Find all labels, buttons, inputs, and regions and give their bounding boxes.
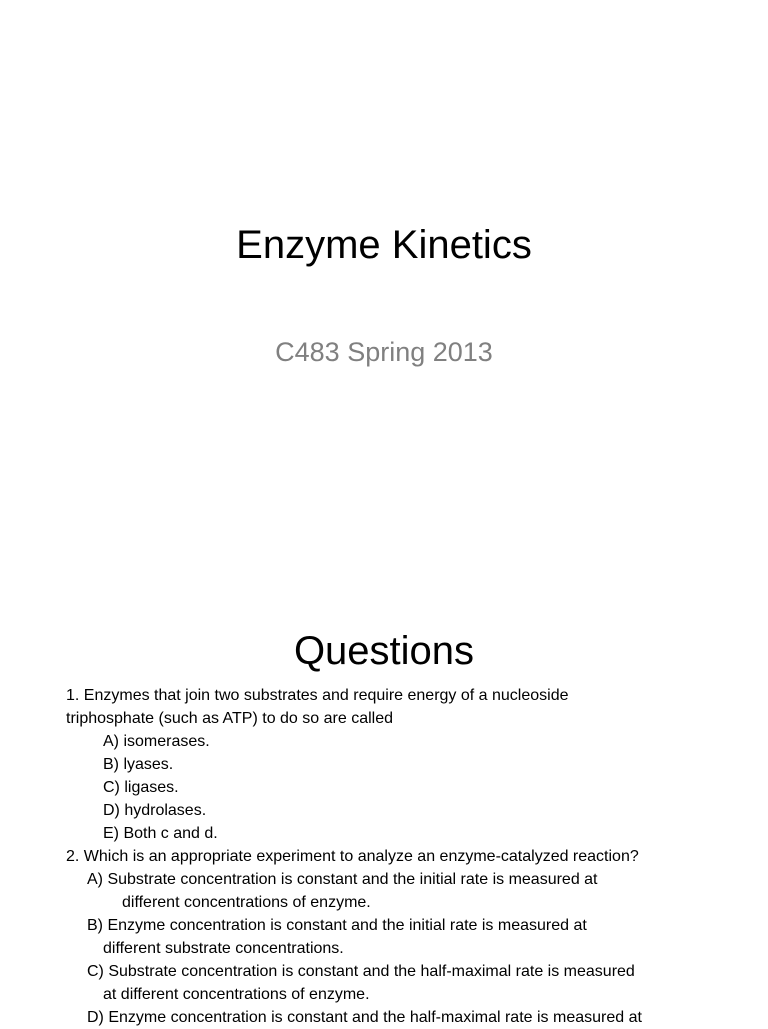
question-1-option-b: B) lyases. [103, 756, 174, 773]
question-1 [66, 684, 746, 845]
question-1-option-d: D) hydrolases. [103, 802, 207, 819]
question-2-option-d: D) Enzyme concentration is constant and the half-maximal rate is measured at [87, 1009, 642, 1026]
questions-list [66, 684, 746, 1029]
question-2-option-a-cont: different concentrations of enzyme. [122, 894, 371, 911]
question-2-option-b-cont: different substrate concentrations. [103, 940, 344, 957]
question-1-option-e: E) Both c and d. [103, 825, 218, 842]
slide-subtitle: C483 Spring 2013 [275, 337, 493, 367]
question-2-stem: 2. Which is an appropriate experiment to analyze an enzyme-catalyzed reaction? [66, 848, 639, 865]
question-2-option-b: B) Enzyme concentration is constant and the initial rate is measured at [87, 917, 587, 934]
question-1-option-c: C) ligases. [103, 779, 179, 796]
question-2-option-c-cont: at different concentrations of enzyme. [103, 986, 370, 1003]
question-1-stem-line-2: triphosphate (such as ATP) to do so are called [66, 710, 393, 727]
question-2-option-c: C) Substrate concentration is constant and the half-maximal rate is measured [87, 963, 635, 980]
slide-title: Enzyme Kinetics [236, 223, 532, 267]
question-2 [66, 845, 746, 1029]
question-1-stem-line-1: 1. Enzymes that join two substrates and require energy of a nucleoside [66, 687, 569, 704]
question-2-option-a: A) Substrate concentration is constant and the initial rate is measured at [87, 871, 598, 888]
question-1-option-a: A) isomerases. [103, 733, 210, 750]
questions-title: Questions [293, 629, 475, 673]
